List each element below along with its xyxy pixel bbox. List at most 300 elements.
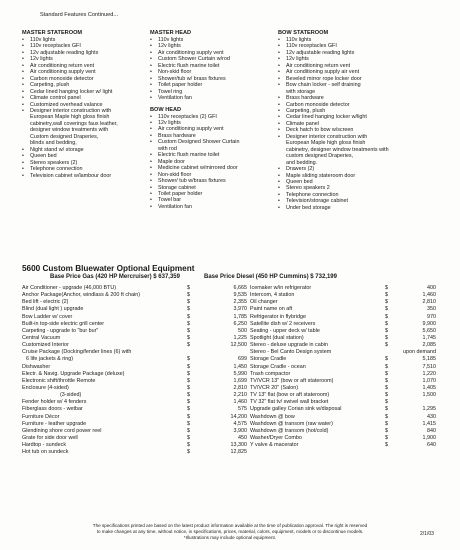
- feature-text: 12v lights: [30, 56, 53, 63]
- option-name: Spotlight (dual station): [250, 334, 304, 341]
- currency-symbol: $: [187, 392, 190, 399]
- option-price: 12,825: [230, 449, 247, 456]
- feature-text: Electric flush marine toilet: [158, 62, 220, 69]
- feature-text: Cedar lined hanging locker w/light: [286, 114, 367, 121]
- bullet-icon: •: [278, 49, 280, 56]
- bullet-icon: •: [278, 204, 280, 211]
- feature-text: Maple sliding stateroom door: [286, 172, 356, 179]
- option-price: 3,970: [233, 306, 247, 313]
- bullet-icon: •: [150, 95, 152, 102]
- bullet-icon: •: [278, 191, 280, 198]
- option-row: [250, 285, 436, 292]
- currency-symbol: $: [385, 413, 388, 420]
- feature-text: Drawers (2): [286, 166, 315, 173]
- option-row: [22, 449, 247, 456]
- bullet-icon: •: [22, 49, 24, 56]
- option-price: 430: [427, 413, 436, 420]
- bullet-icon: •: [278, 95, 280, 102]
- currency-symbol: $: [187, 292, 190, 299]
- bullet-icon: •: [22, 172, 24, 179]
- option-row: [250, 328, 436, 335]
- option-row: [250, 442, 436, 449]
- option-price: 2,355: [233, 299, 247, 306]
- bullet-icon: •: [22, 82, 24, 89]
- currency-symbol: $: [187, 327, 190, 334]
- bullet-icon: •: [278, 107, 280, 114]
- feature-text: Non-skid floor: [158, 171, 192, 178]
- option-name: Blind (dual light ) upgrade: [22, 306, 84, 313]
- currency-symbol: $: [187, 320, 190, 327]
- bullet-icon: •: [278, 120, 280, 127]
- footer-date: 2/1/03: [420, 531, 434, 537]
- bullet-icon: •: [150, 171, 152, 178]
- option-row: [250, 414, 436, 421]
- option-price: 400: [427, 285, 436, 291]
- feature-text: Air conditioning return vent: [286, 62, 351, 69]
- option-name: Oil changer: [250, 299, 278, 306]
- feature-text: with storage: [286, 88, 316, 95]
- feature-text: Air conditioning supply vent: [30, 69, 96, 76]
- feature-text: blinds and bedding,: [30, 140, 77, 147]
- option-row: [22, 306, 247, 313]
- option-price: 1,220: [422, 370, 436, 377]
- option-price: 1,500: [422, 392, 436, 399]
- feature-text: Television cabinet w/lambour door: [30, 172, 112, 179]
- feature-text: 110v receptacles (2) GFI: [158, 113, 217, 120]
- currency-symbol: $: [385, 285, 388, 291]
- feature-text: Cedar lined hanging locker w/ light: [30, 88, 113, 95]
- optional-equipment-title: 5600 Custom Bluewater Optional Equipment: [22, 264, 195, 273]
- bullet-icon: •: [278, 75, 280, 82]
- option-name: Furniture - leather upgrade: [22, 420, 87, 427]
- currency-symbol: $: [385, 327, 388, 334]
- bullet-icon: •: [150, 158, 152, 165]
- option-row: [250, 428, 436, 435]
- bullet-icon: •: [150, 56, 152, 63]
- feature-text: 110v receptacles GFI: [286, 43, 337, 50]
- currency-symbol: $: [187, 399, 190, 406]
- option-row: [22, 428, 247, 435]
- bullet-icon: •: [150, 126, 152, 133]
- feature-text: Ventilation fan: [158, 95, 192, 102]
- currency-symbol: $: [385, 356, 388, 363]
- option-price: 5,650: [422, 327, 436, 334]
- section-heading: MASTER HEAD: [150, 30, 192, 36]
- features-column-2: [150, 30, 275, 210]
- option-name: Enclosure (4-sided): [22, 384, 69, 391]
- feature-text: designer window treatments with: [30, 127, 109, 134]
- option-row: [250, 385, 436, 392]
- bullet-icon: •: [22, 75, 24, 82]
- option-name: Furniture Décor: [22, 413, 60, 420]
- feature-text: Stereo speakers 2: [286, 185, 330, 192]
- option-name: Bow Ladder w/ cover: [22, 313, 73, 320]
- option-row: [250, 321, 436, 328]
- bullet-icon: •: [278, 133, 280, 140]
- currency-symbol: $: [385, 427, 388, 434]
- option-price: 500: [238, 327, 247, 334]
- bullet-icon: •: [278, 166, 280, 173]
- option-name: Electr. & Navig. Upgrade Package (deluxe): [22, 370, 125, 377]
- feature-text: Air conditioning return vent: [30, 62, 95, 69]
- currency-symbol: $: [187, 313, 190, 320]
- currency-symbol: $: [187, 442, 190, 449]
- currency-symbol: $: [187, 363, 190, 370]
- currency-symbol: $: [385, 320, 388, 327]
- option-price: 2,085: [422, 342, 436, 349]
- option-row: [22, 385, 247, 392]
- feature-text: Climate control panel: [30, 95, 81, 102]
- feature-text: Towel ring: [158, 88, 183, 95]
- option-name: Paint name on aft: [250, 306, 293, 313]
- bullet-icon: •: [22, 146, 24, 153]
- feature-text: Carbon monoxide detector: [30, 75, 94, 82]
- option-price: 450: [238, 434, 247, 441]
- feature-text: cabinetry, designer window treatments with: [286, 146, 389, 153]
- bullet-icon: •: [278, 127, 280, 134]
- option-name: Storage Cradle: [250, 356, 287, 363]
- option-name: Hot tub on sundeck: [22, 449, 69, 456]
- feature-text: Storage cabinet: [158, 184, 196, 191]
- feature-text: Electric flush marine toilet: [158, 152, 220, 159]
- option-name: Grate for side door well: [22, 434, 78, 441]
- bullet-icon: •: [22, 153, 24, 160]
- feature-text: Bow chain locker - self draining: [286, 82, 361, 89]
- currency-symbol: $: [187, 285, 190, 291]
- currency-symbol: $: [385, 406, 388, 413]
- bullet-icon: •: [150, 62, 152, 69]
- option-name: TV/VCR 13" (bow or aft stateroom): [250, 377, 334, 384]
- bullet-icon: •: [278, 62, 280, 69]
- currency-symbol: $: [385, 342, 388, 349]
- currency-symbol: $: [187, 377, 190, 384]
- option-name: Washdown @ transom (raw water): [250, 420, 333, 427]
- option-row: [22, 378, 247, 385]
- features-column-1: [22, 30, 157, 179]
- option-price: 14,200: [230, 413, 247, 420]
- bullet-icon: •: [150, 113, 152, 120]
- option-row: [22, 349, 247, 356]
- option-row: [22, 335, 247, 342]
- feature-text: Custom Designed Shower Curtain: [158, 139, 240, 146]
- option-price: 970: [427, 313, 436, 320]
- option-name: TV 32" flat tv/ swivel wall bracket: [250, 399, 329, 406]
- feature-text: with rod: [158, 145, 177, 152]
- bullet-icon: •: [22, 37, 24, 43]
- feature-text: and bedding.: [286, 159, 318, 166]
- feature-text: 110v lights: [158, 37, 184, 43]
- feature-text: 110v receptacles GFI: [30, 43, 81, 50]
- option-name: Central Vacuum: [22, 334, 61, 341]
- bullet-icon: •: [278, 69, 280, 76]
- feature-text: Medicine cabinet w/mirrored door: [158, 165, 238, 172]
- option-name: Built-in top-side electric grill center: [22, 320, 105, 327]
- option-price: 1,460: [233, 399, 247, 406]
- currency-symbol: $: [187, 370, 190, 377]
- option-price: 1,699: [233, 377, 247, 384]
- option-price: 9,900: [422, 320, 436, 327]
- feature-text: Carbon monoxide detector: [286, 101, 350, 108]
- currency-symbol: $: [385, 370, 388, 377]
- option-row: [22, 328, 247, 335]
- option-row: [22, 364, 247, 371]
- option-name: Storage Cradle - ocean: [250, 363, 306, 370]
- bullet-icon: •: [278, 172, 280, 179]
- option-name: Fiberglass doors - wetbar: [22, 406, 83, 413]
- feature-text: 12v adjustable reading lights: [286, 49, 355, 56]
- option-price: upon demand: [403, 349, 436, 356]
- currency-symbol: $: [187, 356, 190, 363]
- option-name: Washdown @ bow: [250, 413, 295, 420]
- option-row: [250, 371, 436, 378]
- feature-text: Ventilation fan: [158, 203, 192, 210]
- feature-text: Telephone connection: [286, 191, 339, 198]
- bullet-icon: •: [150, 49, 152, 56]
- option-price: 5,185: [422, 356, 436, 363]
- option-name: Cruise Package (Docking/fender lines (6) with: [22, 349, 132, 356]
- option-name: Glendining shore cord power reel: [22, 427, 102, 434]
- base-price-gas: Base Price Gas (420 HP Mercruiser) $ 637,359: [50, 274, 180, 280]
- option-name: TV/VCR 20" (Salon): [250, 384, 299, 391]
- option-price: 840: [427, 427, 436, 434]
- footer-disclaimer-1: The specifications printed are based on the latest product information available at the time of publication approval. The right is reserved: [92, 523, 368, 528]
- options-list-left: [22, 285, 247, 456]
- feature-text: Carpeting, plush: [286, 107, 326, 114]
- bullet-icon: •: [22, 166, 24, 173]
- option-name: Y valve & macerator: [250, 442, 299, 449]
- feature-text: 12v adjustable reading lights: [30, 49, 99, 56]
- option-price: 640: [427, 442, 436, 449]
- feature-text: Custom Shower Curtain w/rod: [158, 56, 230, 63]
- option-row: [250, 392, 436, 399]
- currency-symbol: $: [385, 392, 388, 399]
- currency-symbol: $: [385, 399, 388, 406]
- option-row: [22, 442, 247, 449]
- option-price: 1,070: [422, 377, 436, 384]
- option-price: 1,225: [233, 334, 247, 341]
- currency-symbol: $: [187, 306, 190, 313]
- feature-text: Designer interior construction with: [286, 133, 368, 140]
- feature-item: [150, 204, 275, 210]
- feature-text: Climate panel: [286, 120, 319, 127]
- option-name: Anchor Package(Anchor, windlass & 200 ft chain): [22, 292, 141, 299]
- option-name: Washer/Dryer Combo: [250, 434, 302, 441]
- feature-item: [22, 173, 157, 179]
- feature-text: Carpeting, plush: [30, 82, 70, 89]
- option-row: [250, 435, 436, 442]
- option-row: [250, 378, 436, 385]
- option-row: [250, 356, 436, 363]
- feature-text: custom designed Draperies,: [286, 153, 354, 160]
- feature-text: Air conditioning supply air vent: [286, 69, 360, 76]
- option-price: 12,500: [230, 342, 247, 349]
- option-price: 13,300: [230, 442, 247, 449]
- feature-text: 110v lights: [286, 37, 312, 43]
- option-row: [22, 435, 247, 442]
- option-row: [250, 314, 436, 321]
- feature-text: Night stand w/ storage: [30, 146, 84, 153]
- bullet-icon: •: [150, 75, 152, 82]
- option-row: [250, 406, 436, 413]
- option-price: 2,810: [422, 299, 436, 306]
- feature-text: 12v lights: [158, 119, 181, 126]
- feature-text: Maple door: [158, 158, 185, 165]
- feature-text: Toilet paper holder: [158, 190, 203, 197]
- currency-symbol: $: [385, 434, 388, 441]
- currency-symbol: $: [385, 299, 388, 306]
- option-row: [22, 321, 247, 328]
- currency-symbol: $: [187, 413, 190, 420]
- bullet-icon: •: [150, 203, 152, 210]
- option-name: Customized Interior: [22, 342, 69, 349]
- bullet-icon: •: [150, 43, 152, 50]
- option-row: [250, 364, 436, 371]
- option-price: 1,745: [422, 334, 436, 341]
- feature-text: Toilet paper holder: [158, 82, 203, 89]
- feature-text: Brass hardware: [286, 95, 324, 102]
- bullet-icon: •: [150, 132, 152, 139]
- features-column-3: [278, 30, 453, 211]
- feature-text: 12v lights: [286, 56, 309, 63]
- section-heading: MASTER STATEROOM: [22, 30, 83, 36]
- bullet-icon: •: [22, 62, 24, 69]
- option-price: 1,405: [422, 384, 436, 391]
- feature-text: Air conditioning supply vent: [158, 126, 224, 133]
- feature-text: Deck hatch to bow w/screen: [286, 127, 354, 134]
- currency-symbol: $: [187, 449, 190, 456]
- bullet-icon: •: [278, 198, 280, 205]
- option-price: 6,665: [233, 285, 247, 291]
- bullet-icon: •: [278, 37, 280, 43]
- base-price-diesel: Base Price Diesel (450 HP Cummins) $ 732,199: [204, 274, 337, 280]
- bullet-icon: •: [278, 185, 280, 192]
- option-row: [22, 406, 247, 413]
- option-name: Trash compactor: [250, 370, 291, 377]
- feature-text: European Maple high gloss finish: [286, 140, 366, 147]
- bullet-icon: •: [22, 43, 24, 50]
- option-name: TV 13" flat (bow or aft stateroom): [250, 392, 330, 399]
- option-name: (3-sided): [60, 392, 82, 399]
- option-price: 1,415: [422, 420, 436, 427]
- currency-symbol: $: [187, 427, 190, 434]
- feature-text: Shower/tub w/ brass fixtures: [158, 75, 226, 82]
- option-name: Intercom, 4 station: [250, 292, 295, 299]
- option-row: [250, 299, 436, 306]
- bullet-icon: •: [22, 69, 24, 76]
- feature-text: Beveled mirror rope locker door: [286, 75, 362, 82]
- option-price: 1,460: [422, 292, 436, 299]
- option-row: [250, 335, 436, 342]
- currency-symbol: $: [385, 363, 388, 370]
- option-name: Stereo - Bel Canto Design system: [250, 349, 332, 356]
- option-row: [250, 421, 436, 428]
- page-header: Standard Features Continued...: [40, 12, 119, 18]
- bullet-icon: •: [22, 159, 24, 166]
- bullet-icon: •: [22, 101, 24, 108]
- option-row: [22, 421, 247, 428]
- bullet-icon: •: [150, 88, 152, 95]
- currency-symbol: $: [385, 420, 388, 427]
- bullet-icon: •: [150, 69, 152, 76]
- feature-item: [150, 95, 275, 101]
- option-name: Carpeting - upgrade to "bur bur": [22, 327, 99, 334]
- feature-text: European Maple high gloss finish: [30, 114, 110, 121]
- feature-text: cabinetry,wall coverings faux leather,: [30, 120, 118, 127]
- currency-symbol: $: [187, 406, 190, 413]
- currency-symbol: $: [187, 384, 190, 391]
- option-price: 2,810: [233, 384, 247, 391]
- bullet-icon: •: [278, 56, 280, 63]
- feature-text: Brass hardware: [158, 132, 196, 139]
- section-heading: BOW HEAD: [150, 106, 182, 113]
- option-name: Icemaker w/in refrigerator: [250, 285, 312, 291]
- option-name: Refrigerator in flybridge: [250, 313, 307, 320]
- currency-symbol: $: [385, 306, 388, 313]
- bullet-icon: •: [278, 114, 280, 121]
- currency-symbol: $: [385, 384, 388, 391]
- footer-disclaimer-3: *Illustrations may include optional equipment.: [183, 535, 277, 540]
- bullet-icon: •: [150, 37, 152, 43]
- footer-disclaimer-2: to make changes at any time, without notice, in specifications, prices, material, colors, equipment, models or to discontinue models.: [96, 529, 364, 534]
- option-name: Air Conditioner - upgrade (46,000 BTU): [22, 285, 117, 291]
- option-price: 9,535: [233, 292, 247, 299]
- feature-text: Telephone connection: [30, 166, 83, 173]
- option-name: Dishwasher: [22, 363, 51, 370]
- option-price: 1,900: [422, 434, 436, 441]
- option-name: Electronic shift/throttle Remote: [22, 377, 96, 384]
- option-price: 6,250: [233, 320, 247, 327]
- feature-text: Stereo speakers (2): [30, 159, 78, 166]
- bullet-icon: •: [278, 43, 280, 50]
- feature-text: Air conditioning supply vent: [158, 49, 224, 56]
- option-price: 5,990: [233, 370, 247, 377]
- option-price: 1,295: [422, 406, 436, 413]
- option-price: 4,575: [233, 420, 247, 427]
- feature-text: 12v lights: [158, 43, 181, 50]
- bullet-icon: •: [150, 152, 152, 159]
- option-name: Fender holder w/ 4 fenders: [22, 399, 87, 406]
- options-list-right: [250, 285, 436, 449]
- feature-text: Queen bed: [286, 178, 313, 185]
- currency-symbol: $: [187, 420, 190, 427]
- option-row: [250, 342, 436, 349]
- option-row: [22, 299, 247, 306]
- feature-text: Custom designed Draperies,: [30, 133, 99, 140]
- option-name: 6 life jackets & ring): [26, 356, 74, 363]
- bullet-icon: •: [150, 119, 152, 126]
- option-row: [22, 285, 247, 292]
- option-name: Washdown @ transom (hot/cold): [250, 427, 329, 434]
- option-row: [250, 306, 436, 313]
- section-heading: BOW STATEROOM: [278, 30, 329, 36]
- option-price: 350: [427, 306, 436, 313]
- currency-symbol: $: [385, 334, 388, 341]
- currency-symbol: $: [187, 334, 190, 341]
- option-name: Seating - upper deck w/ table: [250, 327, 320, 334]
- option-price: 3,900: [233, 427, 247, 434]
- feature-text: Towel bar: [158, 197, 182, 204]
- bullet-icon: •: [278, 82, 280, 89]
- feature-text: Designer interior construction with: [30, 107, 112, 114]
- feature-text: Queen bed: [30, 153, 57, 160]
- bullet-icon: •: [150, 197, 152, 204]
- bullet-icon: •: [150, 165, 152, 172]
- option-name: Satellite dish w/ 2 receivers: [250, 320, 316, 327]
- option-row: [22, 399, 247, 406]
- option-name: Upgrade galley Corian sink w/disposal: [250, 406, 342, 413]
- bullet-icon: •: [22, 95, 24, 102]
- bullet-icon: •: [150, 139, 152, 146]
